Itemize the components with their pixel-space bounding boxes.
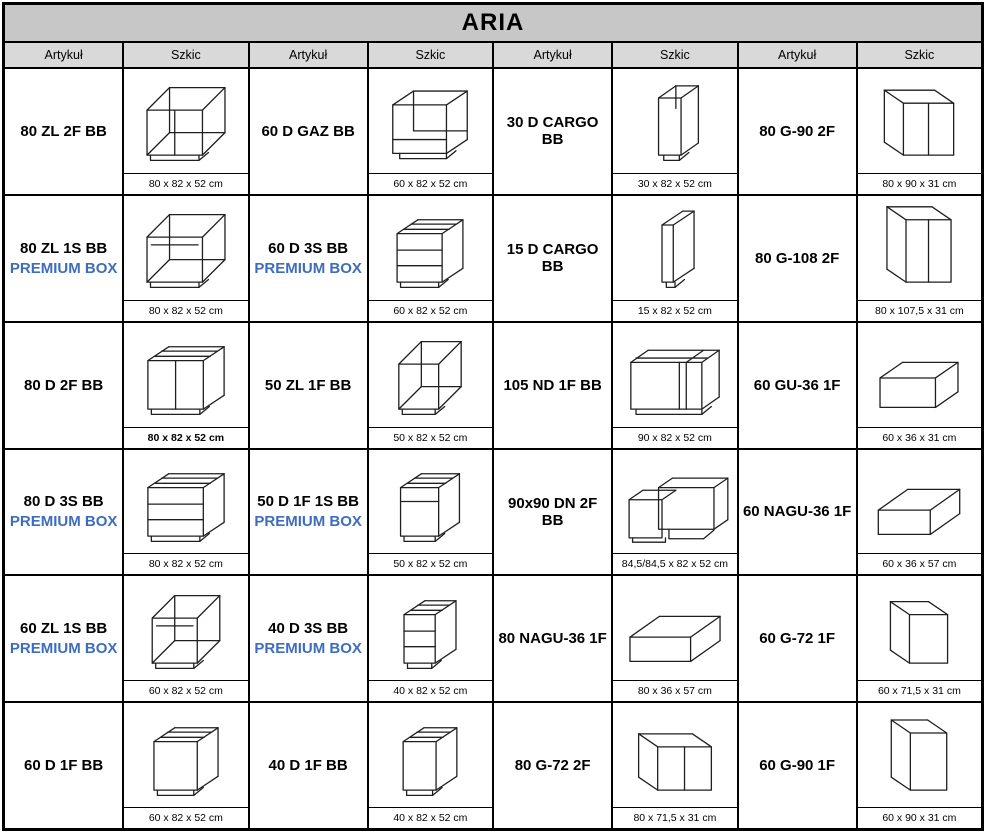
column-header-szkic: Szkic — [369, 43, 492, 67]
sketch-cell — [124, 576, 247, 701]
sketch-wall-1f-60x90-icon — [858, 703, 981, 807]
sketch-cell — [124, 703, 247, 828]
premium-box-label: PREMIUM BOX — [9, 640, 118, 658]
dimensions-label: 60 x 36 x 57 cm — [858, 553, 981, 574]
column-header-artykul: Artykuł — [494, 43, 611, 67]
article-cell — [739, 703, 856, 828]
sketch-cell — [613, 576, 736, 701]
sketch-nagu-60-icon — [858, 450, 981, 554]
dimensions-label: 80 x 82 x 52 cm — [124, 553, 247, 574]
dimensions-label: 84,5/84,5 x 82 x 52 cm — [613, 553, 736, 574]
product-table — [2, 2, 984, 831]
sketch-drawers3-80-icon — [124, 450, 247, 554]
column-header-szkic: Szkic — [613, 43, 736, 67]
column-header-szkic: Szkic — [858, 43, 981, 67]
sketch-cell — [124, 450, 247, 575]
sketch-gaz-60-icon — [369, 69, 492, 173]
article-name: 60 NAGU-36 1F — [742, 503, 852, 521]
sketch-cell — [613, 323, 736, 448]
article-cell — [5, 576, 122, 701]
article-cell — [5, 450, 122, 575]
article-name: 60 GU-36 1F — [753, 376, 841, 394]
article-name: 80 G-108 2F — [755, 249, 840, 267]
dimensions-label: 60 x 36 x 31 cm — [858, 427, 981, 448]
sketch-cell — [858, 69, 981, 194]
sketch-wall-2f-80x72-icon — [613, 703, 736, 807]
premium-box-label: PREMIUM BOX — [254, 259, 362, 277]
article-name: 40 D 3S BB — [268, 620, 349, 638]
column-header-szkic: Szkic — [124, 43, 247, 67]
article-name: 80 D 2F BB — [24, 376, 104, 394]
sketch-cargo-30-icon — [613, 69, 736, 173]
article-name: 60 D 1F BB — [24, 757, 104, 775]
article-cell — [494, 450, 611, 575]
article-name: 80 ZL 2F BB — [20, 122, 107, 140]
sketch-cell — [124, 196, 247, 321]
article-name: 105 ND 1F BB — [503, 376, 602, 394]
dimensions-label: 60 x 71,5 x 31 cm — [858, 680, 981, 701]
article-name: 80 D 3S BB — [23, 493, 104, 511]
dimensions-label: 60 x 82 x 52 cm — [124, 807, 247, 828]
sketch-nagu-80-icon — [613, 576, 736, 680]
sketch-drawers3-60-icon — [369, 196, 492, 300]
article-cell — [250, 703, 367, 828]
article-cell — [5, 323, 122, 448]
sketch-corner-90x90-icon — [613, 450, 736, 554]
premium-box-label: PREMIUM BOX — [254, 513, 362, 531]
article-name: 80 NAGU-36 1F — [498, 630, 607, 648]
sketch-cell — [613, 450, 736, 575]
article-cell — [494, 69, 611, 194]
dimensions-label: 80 x 107,5 x 31 cm — [858, 300, 981, 321]
dimensions-label: 60 x 82 x 52 cm — [369, 300, 492, 321]
article-cell — [250, 450, 367, 575]
premium-box-label: PREMIUM BOX — [9, 513, 118, 531]
dimensions-label: 30 x 82 x 52 cm — [613, 173, 736, 194]
dimensions-label: 15 x 82 x 52 cm — [613, 300, 736, 321]
article-cell — [250, 576, 367, 701]
article-cell — [739, 69, 856, 194]
dimensions-label: 60 x 82 x 52 cm — [124, 680, 247, 701]
article-name: 80 ZL 1S BB — [20, 239, 108, 257]
article-cell — [739, 196, 856, 321]
sketch-cell — [369, 703, 492, 828]
sketch-cell — [858, 450, 981, 575]
article-cell — [494, 703, 611, 828]
premium-box-label: PREMIUM BOX — [254, 640, 362, 658]
dimensions-label: 60 x 82 x 52 cm — [369, 173, 492, 194]
dimensions-label: 60 x 90 x 31 cm — [858, 807, 981, 828]
dimensions-label: 80 x 90 x 31 cm — [858, 173, 981, 194]
article-name: 60 D 3S BB — [268, 239, 349, 257]
sketch-corner-nd-105-icon — [613, 323, 736, 427]
article-cell — [250, 196, 367, 321]
dimensions-label: 90 x 82 x 52 cm — [613, 427, 736, 448]
article-cell — [494, 576, 611, 701]
sketch-cell — [369, 69, 492, 194]
premium-box-label: PREMIUM BOX — [9, 259, 118, 277]
sketch-cell — [124, 323, 247, 448]
dimensions-label: 50 x 82 x 52 cm — [369, 427, 492, 448]
sketch-base-1f-60-icon — [124, 703, 247, 807]
article-name: 15 D CARGO BB — [506, 241, 599, 276]
sketch-cell — [858, 323, 981, 448]
article-name: 40 D 1F BB — [268, 757, 348, 775]
article-name: 60 D GAZ BB — [261, 122, 355, 140]
sketch-base-1f-40-icon — [369, 703, 492, 807]
sketch-wall-2f-80x108-icon — [858, 196, 981, 300]
sketch-base-2f-80-icon — [124, 323, 247, 427]
article-cell — [739, 323, 856, 448]
sketch-drawer-door-50-icon — [369, 450, 492, 554]
article-name: 60 G-90 1F — [759, 757, 836, 775]
article-cell — [494, 196, 611, 321]
sketch-cell — [613, 69, 736, 194]
sketch-sink-1f-50-icon — [369, 323, 492, 427]
catalog-title: ARIA — [5, 5, 981, 41]
dimensions-label: 80 x 82 x 52 cm — [124, 300, 247, 321]
column-header-artykul: Artykuł — [739, 43, 856, 67]
article-name: 80 G-72 2F — [514, 757, 591, 775]
article-name: 60 G-72 1F — [759, 630, 836, 648]
dimensions-label: 80 x 82 x 52 cm — [124, 427, 247, 448]
sketch-cell — [369, 323, 492, 448]
sketch-sink-2f-80-icon — [124, 69, 247, 173]
article-name: 50 D 1F 1S BB — [257, 493, 359, 511]
sketch-wall-2f-80x90-icon — [858, 69, 981, 173]
dimensions-label: 40 x 82 x 52 cm — [369, 680, 492, 701]
article-cell — [5, 703, 122, 828]
dimensions-label: 80 x 36 x 57 cm — [613, 680, 736, 701]
sketch-cell — [858, 576, 981, 701]
sketch-cell — [858, 703, 981, 828]
sketch-cargo-15-icon — [613, 196, 736, 300]
article-cell — [739, 450, 856, 575]
article-cell — [250, 69, 367, 194]
article-name: 30 D CARGO BB — [506, 114, 599, 149]
sketch-cell — [613, 196, 736, 321]
sketch-cell — [369, 450, 492, 575]
sketch-cell — [613, 703, 736, 828]
dimensions-label: 80 x 82 x 52 cm — [124, 173, 247, 194]
column-header-artykul: Artykuł — [250, 43, 367, 67]
sketch-cell — [858, 196, 981, 321]
article-cell — [494, 323, 611, 448]
sketch-flip-gu-60-icon — [858, 323, 981, 427]
sketch-wall-1f-60x72-icon — [858, 576, 981, 680]
sketch-sink-1s-80-icon — [124, 196, 247, 300]
sketch-cell — [369, 196, 492, 321]
article-cell — [5, 69, 122, 194]
sketch-sink-1s-60-icon — [124, 576, 247, 680]
article-cell — [5, 196, 122, 321]
dimensions-label: 80 x 71,5 x 31 cm — [613, 807, 736, 828]
article-name: 80 G-90 2F — [759, 122, 836, 140]
article-name: 60 ZL 1S BB — [20, 620, 108, 638]
sketch-drawers3-40-icon — [369, 576, 492, 680]
dimensions-label: 40 x 82 x 52 cm — [369, 807, 492, 828]
dimensions-label: 50 x 82 x 52 cm — [369, 553, 492, 574]
article-name: 50 ZL 1F BB — [264, 376, 352, 394]
article-name: 90x90 DN 2F BB — [508, 494, 598, 529]
sketch-cell — [369, 576, 492, 701]
sketch-cell — [124, 69, 247, 194]
article-cell — [250, 323, 367, 448]
column-header-artykul: Artykuł — [5, 43, 122, 67]
article-cell — [739, 576, 856, 701]
